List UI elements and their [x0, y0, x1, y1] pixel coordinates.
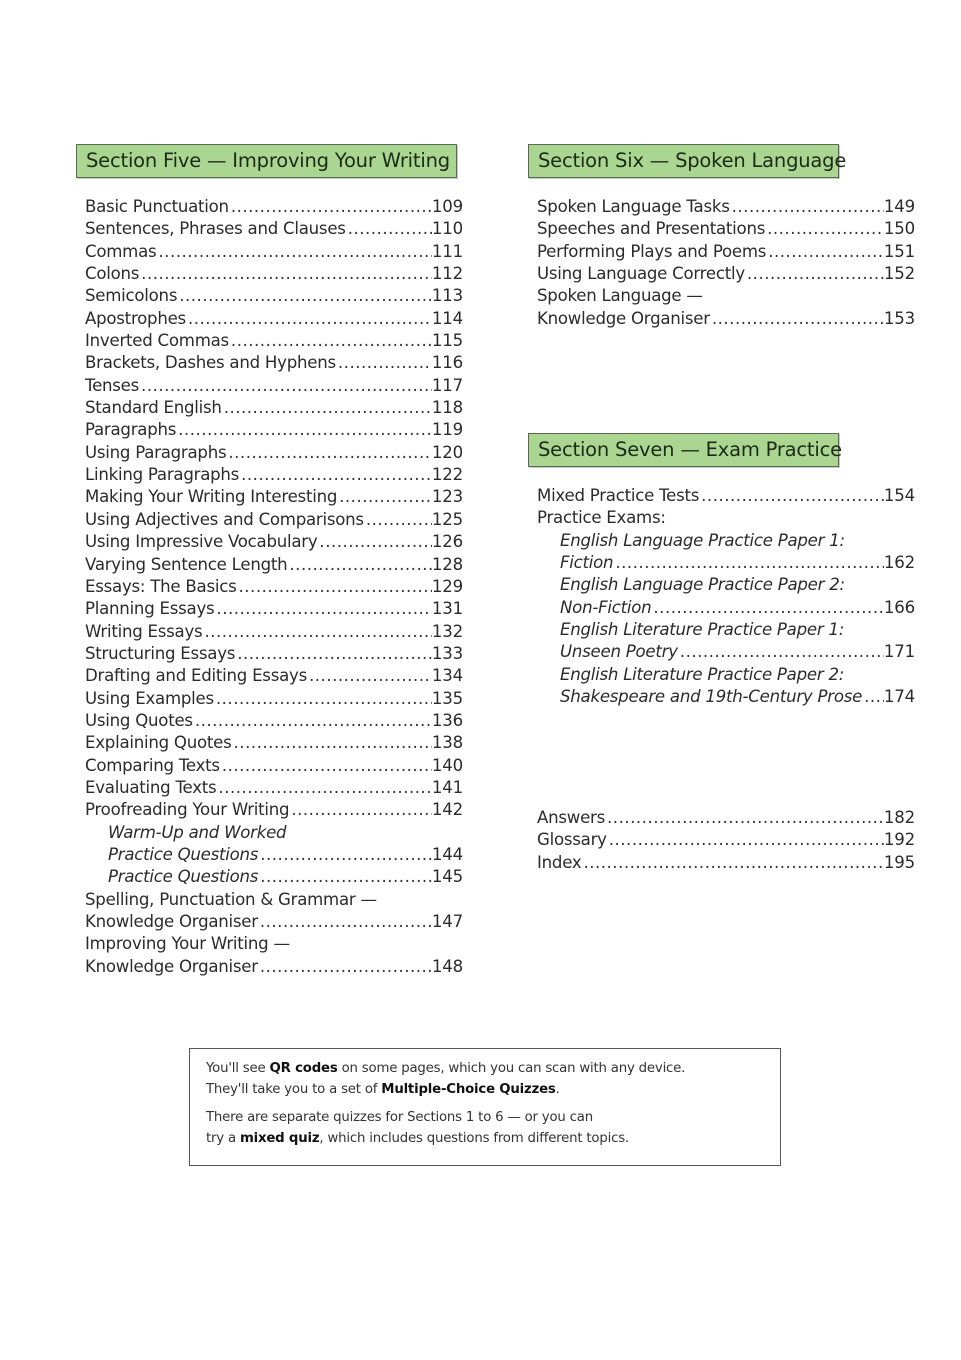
toc-entry-title: Linking Paragraphs [85, 465, 240, 485]
dot-leader [228, 442, 432, 464]
toc-entry[interactable] [85, 822, 463, 844]
toc-entry[interactable] [537, 196, 915, 218]
toc-entry-title: Warm-Up and Worked [108, 822, 287, 842]
section-five-list [85, 196, 463, 978]
toc-entry-page: 128 [431, 554, 463, 574]
toc-entry-title: Answers [537, 808, 606, 827]
toc-entry-page: 136 [431, 710, 463, 730]
toc-entry[interactable] [85, 643, 463, 665]
section-six-header [528, 144, 847, 178]
toc-entry-page: 135 [431, 688, 463, 708]
toc-entry-title: Planning Essays [85, 599, 215, 619]
toc-entry-title: Tenses [85, 375, 140, 395]
toc-entry[interactable] [85, 933, 463, 955]
dot-leader [216, 598, 432, 620]
toc-entry[interactable] [85, 755, 463, 777]
toc-entry-title: Making Your Writing Interesting [85, 487, 338, 507]
toc-entry[interactable] [85, 576, 463, 598]
toc-entry-page: 118 [431, 398, 463, 418]
toc-entry-page: 171 [883, 642, 915, 662]
toc-entry-page: 120 [431, 442, 463, 462]
toc-entry-page: 129 [431, 576, 463, 596]
dot-leader [289, 554, 432, 576]
toc-entry[interactable] [537, 530, 915, 552]
dot-leader [653, 597, 884, 619]
dot-leader [768, 241, 884, 263]
quiz-info-box [189, 1048, 781, 1166]
dot-leader [179, 285, 432, 307]
toc-entry[interactable] [537, 285, 915, 307]
toc-entry-title: Evaluating Texts [85, 777, 217, 797]
toc-entry-page: 133 [431, 643, 463, 663]
toc-entry[interactable] [85, 621, 463, 643]
toc-entry-page: 145 [431, 867, 463, 887]
dot-leader [224, 397, 432, 419]
toc-entry[interactable] [85, 419, 463, 441]
toc-entry[interactable] [537, 308, 915, 330]
dot-leader [141, 375, 432, 397]
toc-entry-title: Fiction [560, 553, 614, 573]
toc-entry-page: 112 [431, 264, 463, 284]
toc-entry-title: Spoken Language Tasks [537, 197, 730, 216]
dot-leader [701, 485, 884, 507]
toc-entry-title: Writing Essays [85, 621, 203, 641]
toc-entry-page: 154 [883, 486, 915, 505]
dot-leader [260, 911, 432, 933]
toc-entry-page: 162 [883, 553, 915, 573]
toc-entry-page: 138 [431, 733, 463, 753]
dot-leader [348, 218, 432, 240]
dot-leader [260, 844, 432, 866]
note-bold-qr-codes: QR codes [269, 1061, 338, 1076]
toc-entry-page: 114 [431, 308, 463, 328]
dot-leader [291, 799, 432, 821]
toc-entry-title: Using Language Correctly [537, 264, 745, 284]
dot-leader [222, 755, 432, 777]
toc-entry-title: Index [537, 852, 582, 872]
toc-entry[interactable] [537, 852, 915, 874]
toc-entry-page: 115 [431, 331, 463, 351]
toc-entry-title: Semicolons [85, 286, 178, 306]
toc-entry-title: Varying Sentence Length [85, 554, 288, 574]
toc-entry-page: 140 [431, 755, 463, 775]
toc-entry-title: Using Impressive Vocabulary [85, 532, 318, 552]
toc-entry-title: Glossary [537, 830, 607, 850]
toc-entry-title: Commas [85, 241, 157, 261]
toc-entry-title: Practice Questions [108, 867, 259, 887]
toc-entry-title: Unseen Poetry [560, 642, 678, 662]
toc-entry[interactable] [85, 330, 463, 352]
toc-entry[interactable] [85, 866, 463, 888]
toc-entry[interactable] [537, 552, 915, 574]
dot-leader [241, 464, 432, 486]
toc-entry[interactable] [85, 442, 463, 464]
toc-entry[interactable] [537, 218, 915, 240]
toc-entry[interactable] [85, 799, 463, 821]
toc-entry[interactable] [85, 241, 463, 263]
toc-entry[interactable] [85, 777, 463, 799]
dot-leader [216, 688, 432, 710]
toc-entry[interactable] [85, 554, 463, 576]
dot-leader [732, 196, 884, 218]
dot-leader [680, 641, 884, 663]
toc-entry-title: Structuring Essays [85, 643, 236, 663]
toc-entry-title: Spelling, Punctuation & Grammar — [85, 889, 377, 909]
toc-entry-title: Shakespeare and 19th-Century Prose [560, 687, 863, 707]
toc-entry-page: 195 [883, 852, 915, 872]
toc-entry[interactable] [85, 598, 463, 620]
toc-entry-page: 111 [431, 241, 463, 261]
section-five-title: Section Five — Improving Your Writing [86, 149, 450, 172]
toc-entry[interactable] [85, 665, 463, 687]
toc-entry[interactable] [537, 597, 915, 619]
toc-entry[interactable] [85, 397, 463, 419]
toc-entry-title: Using Adjectives and Comparisons [85, 509, 364, 529]
toc-entry-page: 113 [431, 286, 463, 306]
toc-entry-title: Practice Exams: [537, 508, 666, 528]
toc-entry-title: Performing Plays and Poems [537, 241, 767, 261]
dot-leader [260, 956, 432, 978]
toc-entry[interactable] [85, 844, 463, 866]
toc-entry-page: 116 [431, 353, 463, 373]
toc-entry-title: Knowledge Organiser [537, 308, 710, 328]
toc-entry-title: Speeches and Presentations [537, 219, 766, 239]
dot-leader [141, 263, 432, 285]
dot-leader [195, 710, 432, 732]
note-text: on some pages, which you can scan with any device. [337, 1061, 686, 1076]
toc-entry-page: 141 [431, 777, 463, 797]
dot-leader [366, 509, 432, 531]
toc-entry-title: English Language Practice Paper 2: [560, 575, 845, 595]
dot-leader [309, 665, 432, 687]
toc-entry-title: English Literature Practice Paper 2: [560, 664, 845, 684]
toc-entry[interactable] [85, 732, 463, 754]
toc-entry-page: 174 [883, 687, 915, 707]
section-five-header [76, 144, 457, 178]
toc-entry[interactable] [85, 263, 463, 285]
dot-leader [767, 218, 884, 240]
toc-entry-title: Drafting and Editing Essays [85, 666, 307, 686]
note-text: . [555, 1081, 560, 1097]
toc-entry-title: Sentences, Phrases and Clauses [85, 219, 346, 239]
dot-leader [864, 686, 884, 708]
toc-entry-page: 117 [431, 375, 463, 395]
toc-entry-page: 131 [431, 599, 463, 619]
toc-entry-page: 110 [431, 219, 463, 239]
toc-entry-page: 109 [431, 197, 463, 216]
toc-entry-title: Standard English [85, 398, 222, 418]
toc-entry-title: Using Paragraphs [85, 442, 227, 462]
toc-entry-page: 151 [883, 241, 915, 261]
dot-leader [712, 308, 884, 330]
toc-entry[interactable] [537, 574, 915, 596]
toc-entry[interactable] [537, 619, 915, 641]
dot-leader [158, 241, 432, 263]
toc-entry-title: Comparing Texts [85, 755, 220, 775]
toc-entry-title: Explaining Quotes [85, 733, 232, 753]
dot-leader [747, 263, 884, 285]
toc-entry-page: 192 [883, 830, 915, 850]
toc-entry[interactable] [85, 956, 463, 978]
toc-entry[interactable] [537, 829, 915, 851]
toc-entry[interactable] [85, 352, 463, 374]
toc-entry-page: 182 [883, 808, 915, 827]
dot-leader [231, 196, 432, 218]
toc-entry-title: Using Examples [85, 688, 214, 708]
toc-entry[interactable] [85, 285, 463, 307]
toc-entry-page: 153 [883, 308, 915, 328]
toc-entry[interactable] [85, 486, 463, 508]
toc-entry-page: 152 [883, 264, 915, 284]
dot-leader [319, 531, 432, 553]
note-text: try a [206, 1130, 240, 1146]
note-bold-mixed-quiz: mixed quiz [239, 1130, 320, 1146]
toc-entry-title: Paragraphs [85, 420, 177, 440]
toc-entry-title: Essays: The Basics [85, 576, 237, 596]
dot-leader [609, 829, 884, 851]
note-text: You'll see [206, 1061, 270, 1076]
toc-entry[interactable] [537, 263, 915, 285]
toc-entry-title: Knowledge Organiser [85, 956, 258, 976]
toc-entry-title: Knowledge Organiser [85, 912, 258, 931]
toc-entry-page: 132 [431, 621, 463, 641]
toc-entry-title: Brackets, Dashes and Hyphens [85, 353, 336, 373]
note-paragraph-1 [206, 1059, 764, 1100]
dot-leader [188, 308, 432, 330]
toc-entry-page: 144 [431, 844, 463, 864]
dot-leader [615, 552, 884, 574]
note-text: They'll take you to a set of [206, 1081, 382, 1097]
toc-entry[interactable] [537, 485, 915, 507]
toc-entry-title: English Language Practice Paper 1: [560, 530, 845, 550]
toc-entry-page: 150 [883, 219, 915, 239]
toc-entry-title: Practice Questions [108, 844, 259, 864]
dot-leader [239, 576, 432, 598]
dot-leader [583, 852, 883, 874]
toc-entry[interactable] [537, 807, 915, 829]
note-text: , which includes questions from different topics. [319, 1130, 629, 1146]
toc-entry[interactable] [85, 688, 463, 710]
dot-leader [234, 732, 432, 754]
section-seven-list [537, 485, 915, 708]
toc-entry-page: 166 [883, 597, 915, 617]
toc-entry-title: Inverted Commas [85, 331, 229, 351]
note-text: There are separate quizzes for Sections 1 to 6 — or you can [206, 1110, 593, 1125]
toc-entry-title: English Literature Practice Paper 1: [560, 620, 845, 640]
toc-entry[interactable] [85, 464, 463, 486]
toc-entry-title: Mixed Practice Tests [537, 486, 700, 505]
dot-leader [231, 330, 432, 352]
toc-entry-page: 125 [431, 509, 463, 529]
note-bold-quizzes: Multiple-Choice Quizzes [381, 1081, 556, 1097]
dot-leader [204, 621, 431, 643]
toc-entry-title: Improving Your Writing — [85, 934, 290, 954]
toc-entry[interactable] [85, 710, 463, 732]
toc-entry[interactable] [85, 308, 463, 330]
toc-entry-page: 149 [883, 197, 915, 216]
toc-entry[interactable] [537, 241, 915, 263]
toc-entry-title: Spoken Language — [537, 286, 703, 306]
toc-entry-page: 126 [431, 532, 463, 552]
toc-entry[interactable] [537, 664, 915, 686]
toc-entry-title: Colons [85, 264, 140, 284]
toc-entry-page: 142 [431, 800, 463, 820]
back-matter-list [537, 807, 915, 874]
toc-entry-page: 122 [431, 465, 463, 485]
dot-leader [260, 866, 432, 888]
toc-entry-page: 119 [431, 420, 463, 440]
toc-entry-page: 148 [431, 956, 463, 976]
toc-entry[interactable] [85, 196, 463, 218]
toc-entry-title: Using Quotes [85, 710, 193, 730]
toc-entry-title: Proofreading Your Writing [85, 800, 290, 820]
toc-entry-page: 134 [431, 666, 463, 686]
toc-entry-title: Basic Punctuation [85, 197, 229, 216]
toc-entry-title: Apostrophes [85, 308, 186, 328]
toc-entry[interactable] [537, 507, 915, 529]
section-seven-header [528, 433, 842, 467]
dot-leader [607, 807, 884, 829]
toc-entry[interactable] [537, 641, 915, 663]
section-six-title: Section Six — Spoken Language [538, 149, 847, 172]
toc-entry[interactable] [85, 889, 463, 911]
toc-entry-page: 123 [431, 487, 463, 507]
dot-leader [218, 777, 432, 799]
dot-leader [338, 352, 432, 374]
dot-leader [339, 486, 432, 508]
dot-leader [237, 643, 432, 665]
toc-entry[interactable] [85, 375, 463, 397]
toc-entry[interactable] [537, 686, 915, 708]
toc-entry-title: Non-Fiction [560, 597, 652, 617]
toc-entry[interactable] [85, 218, 463, 240]
note-paragraph-2 [206, 1108, 764, 1149]
toc-entry[interactable] [85, 531, 463, 553]
toc-entry[interactable] [85, 911, 463, 933]
toc-entry[interactable] [85, 509, 463, 531]
toc-entry-page: 147 [431, 912, 463, 931]
section-six-list [537, 196, 915, 330]
dot-leader [178, 419, 432, 441]
section-seven-title: Section Seven — Exam Practice [538, 438, 842, 461]
